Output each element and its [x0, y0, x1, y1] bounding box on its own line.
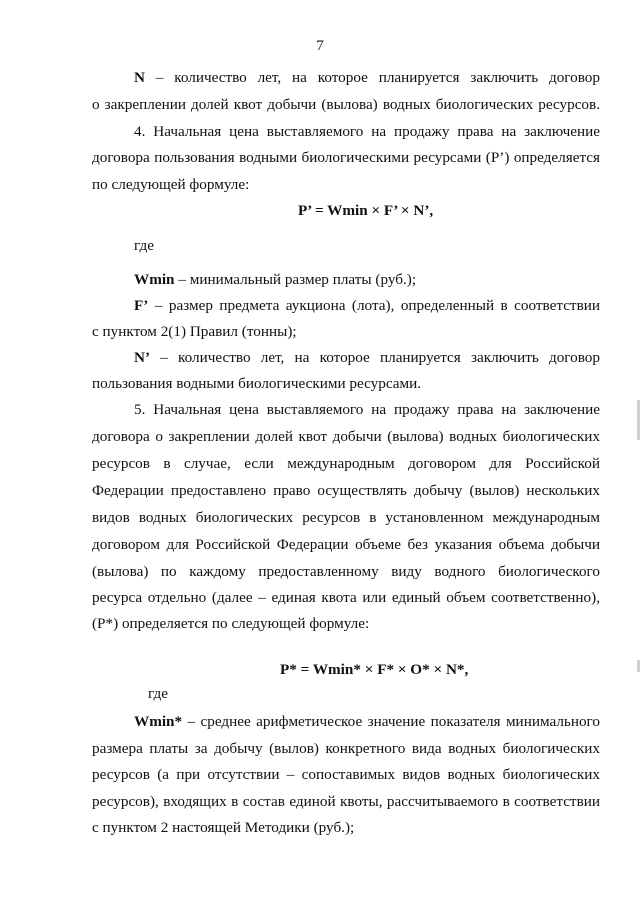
para-5-line-8: ресурса отдельно (далее – единая квота или единый объем соответственно),	[92, 589, 600, 606]
def-f-prime-text: – размер предмета аукциона (лота), определенный в соответствии	[148, 297, 600, 314]
para-5-line-1: 5. Начальная цена выставляемого на продажу права на заключение	[134, 401, 600, 418]
term-wmin: Wmin	[134, 271, 175, 288]
para-4-line-2: договора пользования водными биологическими ресурсами (P’) определяется	[92, 149, 600, 166]
def-wmin-star-line-5: с пунктом 2 настоящей Методики (руб.);	[92, 819, 355, 836]
para-n-line-1-text: – количество лет, на которое планируется заключить договор	[144, 69, 600, 86]
term-f-prime: F’	[134, 297, 149, 314]
para-5-line-6: договором для Российской Федерации объеме без указания объема добычи	[92, 536, 600, 553]
term-wmin-star: Wmin*	[134, 713, 183, 730]
formula-p-star: P* = Wmin* × F* × O* × N*,	[280, 661, 469, 678]
def-wmin-text: – минимальный размер платы (руб.);	[174, 271, 417, 288]
para-5-line-2: договора о закреплении долей квот добычи (вылова) водных биологических	[92, 428, 600, 445]
para-n-line-1	[134, 68, 600, 88]
para-4-line-3: по следующей формуле:	[92, 176, 250, 193]
def-wmin-star-line-4: ресурсов), входящих в состав единой квоты, рассчитываемого в соответствии	[92, 793, 600, 810]
def-wmin-star-line-1	[134, 712, 600, 732]
para-4-line-1: 4. Начальная цена выставляемого на продажу права на заключение	[134, 123, 600, 140]
page-number: 7	[316, 37, 324, 54]
para-n-line-2: о закреплении долей квот добычи (вылова) водных биологических ресурсов.	[92, 96, 600, 113]
para-5-line-7: (вылова) по каждому предоставленному виду водного биологического	[92, 563, 600, 580]
para-4-where: где	[134, 237, 154, 254]
def-wmin	[134, 270, 416, 290]
def-wmin-star-line-2: размера платы за добычу (вылов) конкретного вида водных биологических	[92, 740, 600, 757]
def-wmin-star-text: – среднее арифметическое значение показателя минимального	[182, 713, 600, 730]
term-n-prime: N’	[134, 349, 151, 366]
def-n-prime-line-2: пользования водными биологическими ресурсами.	[92, 375, 422, 392]
para-5-line-4: Федерации предоставлено право осуществлять добычу (вылов) нескольких	[92, 482, 600, 499]
def-n-prime-text: – количество лет, на которое планируется заключить договор	[150, 349, 600, 366]
formula-p-prime: P’ = Wmin × F’ × N’,	[298, 202, 434, 219]
para-5-line-3: ресурсов в случае, если международным договором для Российской	[92, 455, 600, 472]
para-5-line-5: видов водных биологических ресурсов в установленном международным	[92, 509, 600, 526]
para-5-where: где	[148, 685, 168, 702]
def-f-prime-line-1	[134, 296, 600, 316]
para-5-line-9: (P*) определяется по следующей формуле:	[92, 615, 370, 632]
def-wmin-star-line-3: ресурсов (а при отсутствии – сопоставимых видов водных биологических	[92, 766, 600, 783]
def-n-prime-line-1	[134, 348, 600, 368]
term-n: N	[134, 69, 145, 86]
def-f-prime-line-2: с пунктом 2(1) Правил (тонны);	[92, 323, 297, 340]
